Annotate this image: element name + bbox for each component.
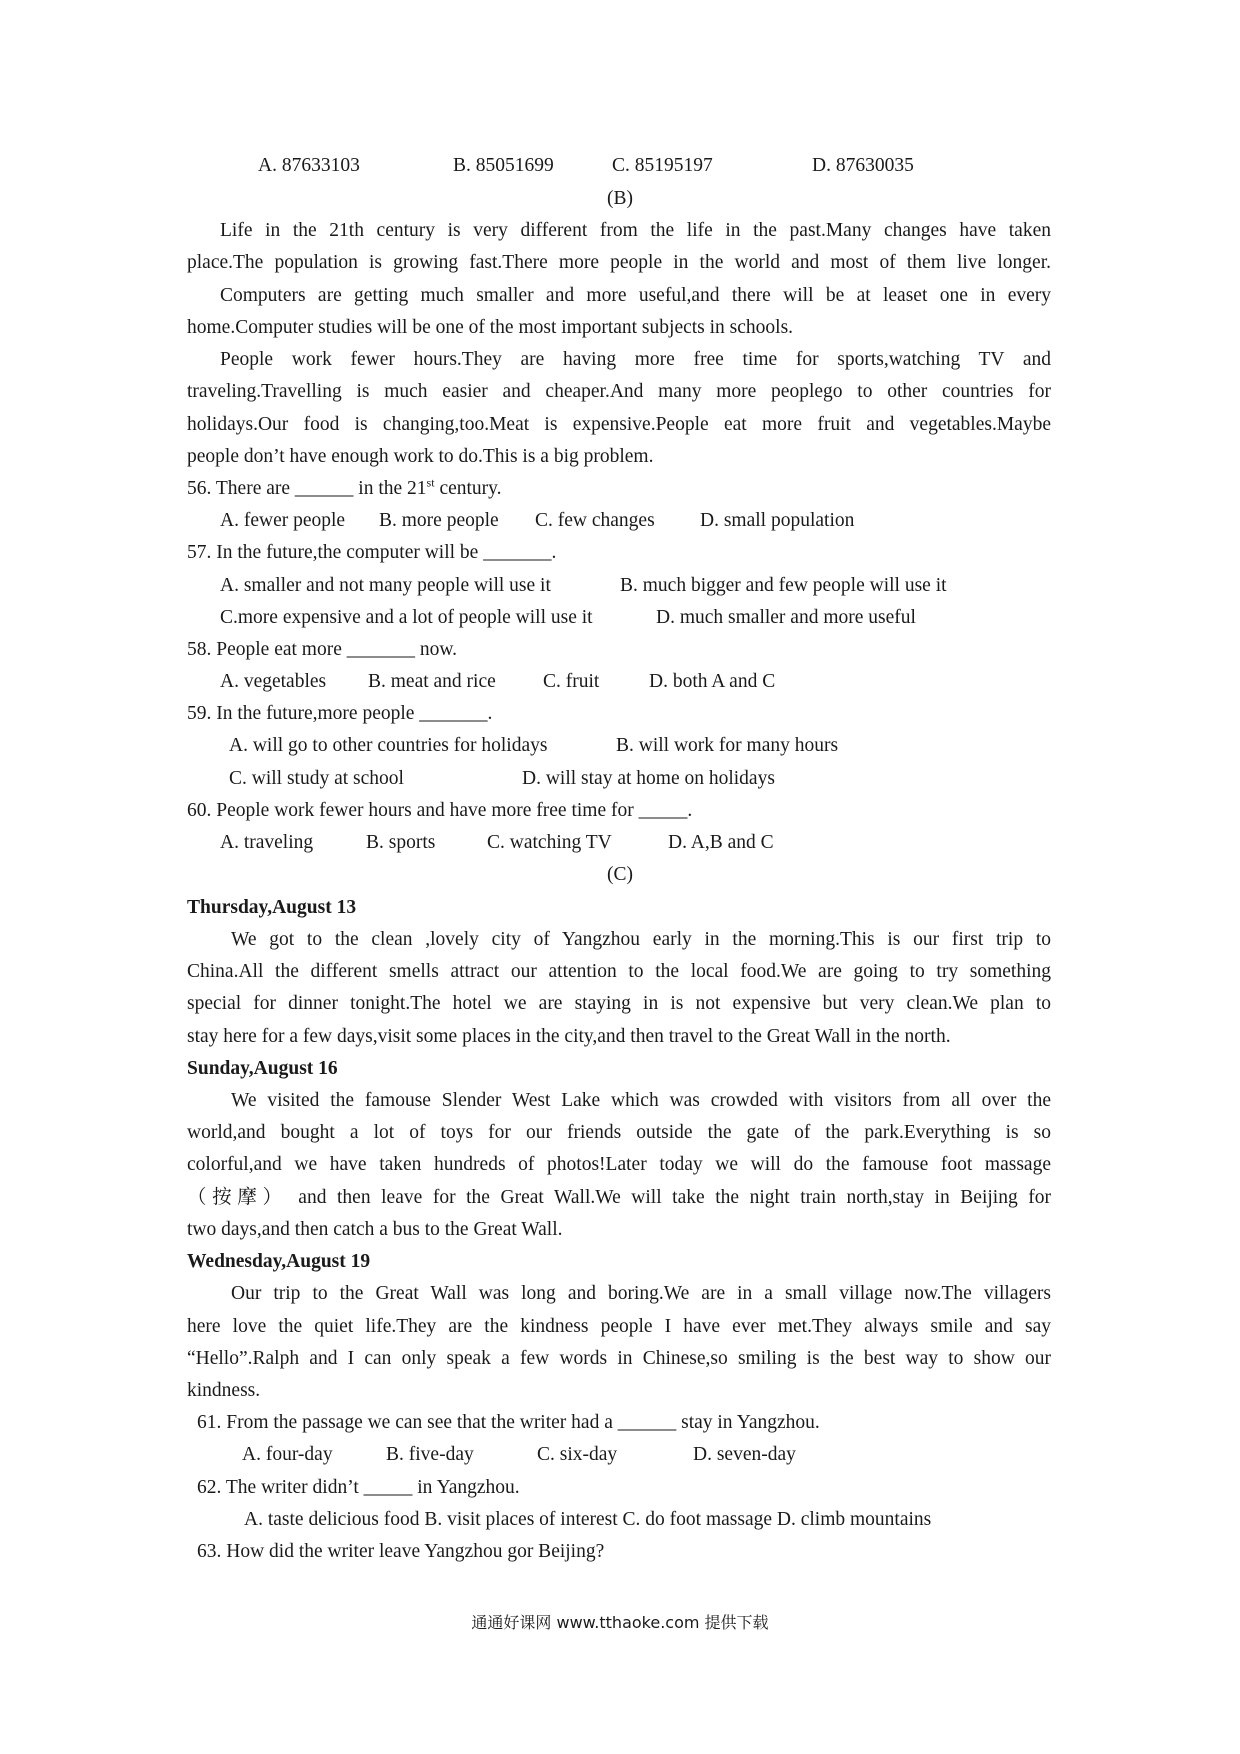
diary-line: colorful,and we have taken hundreds of photos!Later today we will do the famouse foot massage [187, 1154, 1051, 1175]
q57-option-d: D. much smaller and more useful [656, 607, 916, 628]
q59-option-a: A. will go to other countries for holidays [229, 735, 548, 756]
passage-b-line: place.The population is growing fast.There more people in the world and most of them live longer. [187, 252, 1051, 273]
section-b-heading: (B) [607, 188, 633, 209]
diary-line: kindness. [187, 1380, 261, 1401]
q57-option-b: B. much bigger and few people will use it [620, 575, 947, 596]
q61-stem: 61. From the passage we can see that the writer had a ______ stay in Yangzhou. [197, 1412, 820, 1433]
section-c-heading: (C) [607, 864, 633, 885]
q59-option-b: B. will work for many hours [616, 735, 839, 756]
q59-stem: 59. In the future,more people _______. [187, 703, 493, 724]
page-footer: 通通好课网 www.tthaoke.com 提供下载 [471, 1613, 769, 1632]
passage-b-line: home.Computer studies will be one of the most important subjects in schools. [187, 317, 794, 338]
q60-option-c: C. watching TV [487, 832, 612, 853]
q57-stem: 57. In the future,the computer will be _______. [187, 542, 557, 563]
q58-option-c: C. fruit [543, 671, 600, 692]
diary-line: China.All the different smells attract our attention to the local food.We are going to try something [187, 961, 1051, 982]
q59-option-d: D. will stay at home on holidays [522, 768, 775, 789]
diary-line: We got to the clean ,lovely city of Yangzhou early in the morning.This is our first trip to [231, 929, 1051, 950]
q55-option-d: D. 87630035 [812, 155, 914, 176]
q60-stem: 60. People work fewer hours and have more free time for _____. [187, 800, 693, 821]
diary-date-heading: Thursday,August 13 [187, 897, 357, 918]
q59-option-c: C. will study at school [229, 768, 404, 789]
diary-line: Our trip to the Great Wall was long and boring.We are in a small village now.The villagers [231, 1283, 1051, 1304]
q63-stem: 63. How did the writer leave Yangzhou gor Beijing? [197, 1541, 605, 1562]
diary-line: stay here for a few days,visit some places in the city,and then travel to the Great Wall in the north. [187, 1026, 951, 1047]
diary-line: two days,and then catch a bus to the Great Wall. [187, 1219, 563, 1240]
q61-option-c: C. six-day [537, 1444, 618, 1465]
q62-stem: 62. The writer didn’t _____ in Yangzhou. [197, 1477, 520, 1498]
passage-b-line: Computers are getting much smaller and more useful,and there will be at leaset one in every [220, 285, 1051, 306]
q60-option-a: A. traveling [220, 832, 314, 853]
diary-line: We visited the famouse Slender West Lake which was crowded with visitors from all over the [231, 1090, 1051, 1111]
q56-option-b: B. more people [379, 510, 499, 531]
q60-option-b: B. sports [366, 832, 436, 853]
diary-line: world,and bought a lot of toys for our friends outside the gate of the park.Everything is so [187, 1122, 1051, 1143]
q55-option-c: C. 85195197 [612, 155, 713, 176]
q58-option-d: D. both A and C [649, 671, 776, 692]
passage-b-line: People work fewer hours.They are having more free time for sports,watching TV and [220, 349, 1051, 370]
q61-option-b: B. five-day [386, 1444, 474, 1465]
q62-options: A. taste delicious food B. visit places of interest C. do foot massage D. climb mountains [244, 1509, 932, 1530]
q56-option-d: D. small population [700, 510, 855, 531]
diary-line: special for dinner tonight.The hotel we are staying in is not expensive but very clean.We plan to [187, 993, 1051, 1014]
passage-b-line: holidays.Our food is changing,too.Meat is expensive.People eat more fruit and vegetables.Maybe [187, 414, 1051, 435]
diary-line: “Hello”.Ralph and I can only speak a few words in Chinese,so smiling is the best way to show our [187, 1348, 1051, 1369]
q55-option-a: A. 87633103 [258, 155, 360, 176]
diary-date-heading: Wednesday,August 19 [187, 1251, 371, 1272]
passage-b-line: Life in the 21th century is very different from the life in the past.Many changes have taken [220, 220, 1051, 241]
q56-stem: 56. There are ______ in the 21st century. [187, 475, 502, 499]
diary-date-heading: Sunday,August 16 [187, 1058, 338, 1079]
q61-option-a: A. four-day [242, 1444, 333, 1465]
q58-option-b: B. meat and rice [368, 671, 496, 692]
q57-option-c: C.more expensive and a lot of people will use it [220, 607, 593, 628]
q56-option-c: C. few changes [535, 510, 655, 531]
q57-option-a: A. smaller and not many people will use it [220, 575, 551, 596]
q58-stem: 58. People eat more _______ now. [187, 639, 458, 660]
q55-option-b: B. 85051699 [453, 155, 554, 176]
diary-line: （按摩） and then leave for the Great Wall.We will take the night train north,stay in Beijing for [187, 1187, 1051, 1208]
passage-b-line: people don’t have enough work to do.This is a big problem. [187, 446, 654, 467]
q56-option-a: A. fewer people [220, 510, 346, 531]
q58-option-a: A. vegetables [220, 671, 327, 692]
q60-option-d: D. A,B and C [668, 832, 774, 853]
q61-option-d: D. seven-day [693, 1444, 796, 1465]
diary-line: here love the quiet life.They are the kindness people I have ever met.They always smile and say [187, 1316, 1051, 1337]
passage-b-line: traveling.Travelling is much easier and cheaper.And many more peoplego to other countries for [187, 381, 1051, 402]
